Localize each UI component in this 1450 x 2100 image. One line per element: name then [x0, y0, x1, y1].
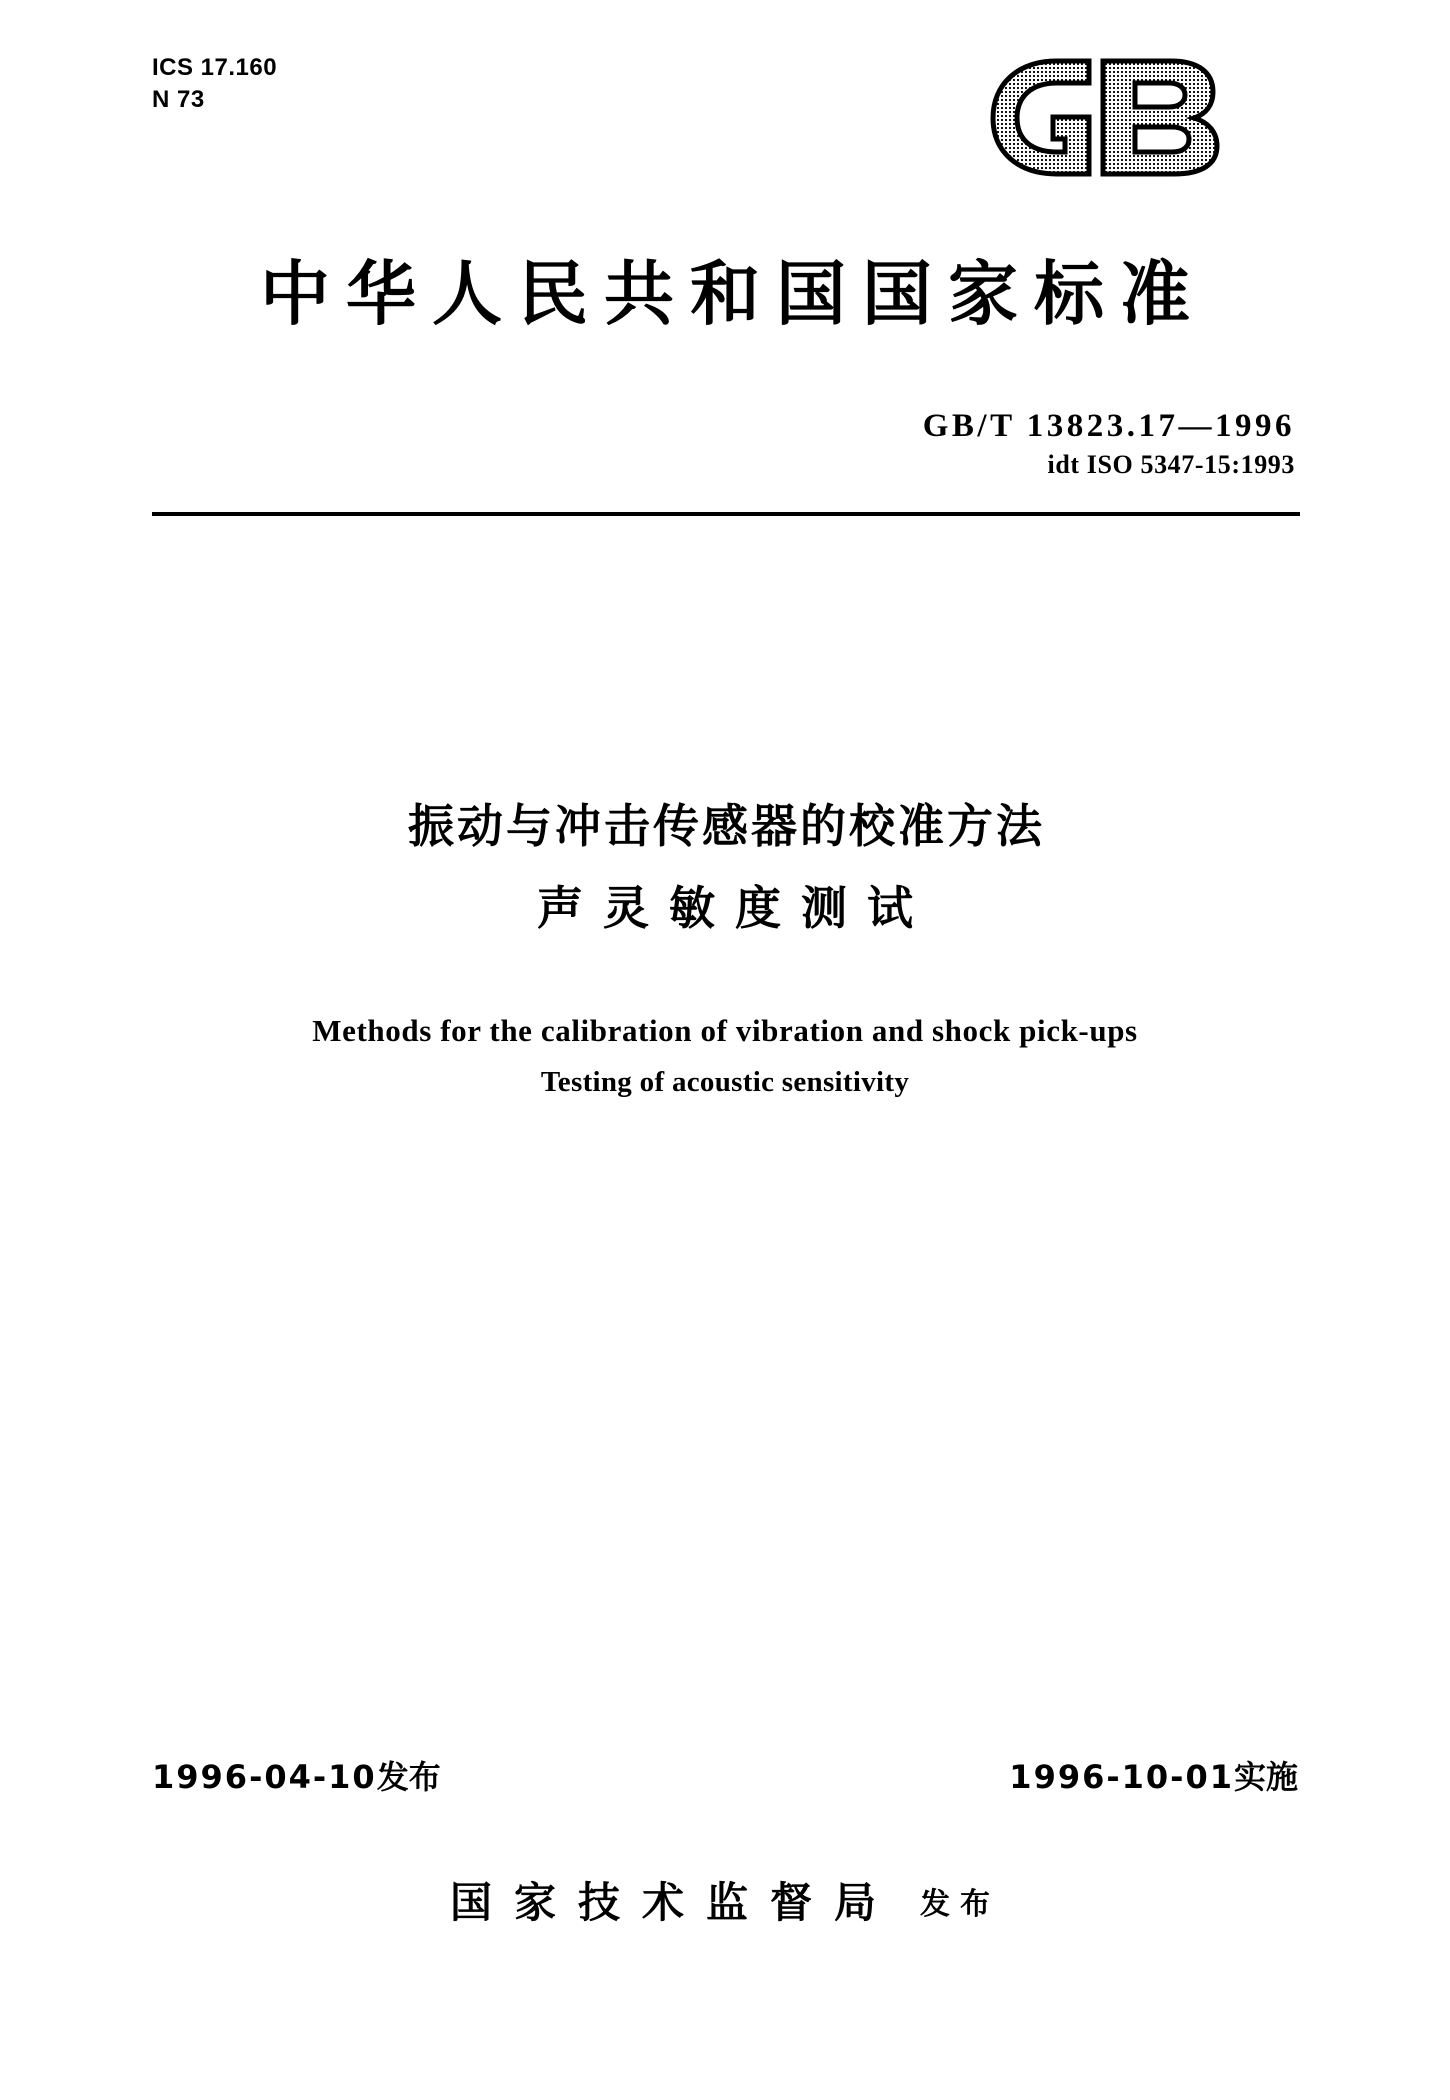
- title-chinese-line2: 声灵敏度测试: [537, 881, 933, 935]
- title-chinese-line1: 振动与冲击传感器的校准方法: [408, 799, 1045, 853]
- issue-date-value: 1996-04-10: [152, 1758, 377, 1796]
- standard-number: GB/T 13823.17—1996: [922, 408, 1295, 444]
- issue-date-label: 发布: [376, 1758, 441, 1796]
- ics-classification-block: [152, 52, 277, 115]
- gb-logo-icon: [985, 55, 1255, 180]
- implementation-date: [1009, 1752, 1298, 1798]
- publisher-line: [0, 1870, 1450, 1930]
- issue-date: [152, 1752, 441, 1798]
- idt-reference: idt ISO 5347-15:1993: [1047, 450, 1295, 479]
- publisher-verb: 发布: [920, 1887, 1000, 1922]
- title-english-line1: Methods for the calibration of vibration and shock pick-ups: [312, 1013, 1138, 1048]
- ccs-code: N 73: [152, 85, 205, 113]
- implementation-date-value: 1996-10-01: [1009, 1758, 1234, 1796]
- publisher-organization: 国家技术监督局: [449, 1878, 898, 1927]
- header-divider: [152, 512, 1300, 516]
- ics-code: ICS 17.160: [152, 54, 278, 81]
- title-english-line2: Testing of acoustic sensitivity: [540, 1066, 910, 1098]
- national-standard-title: 中华人民共和国国家标准: [260, 253, 1206, 335]
- implementation-date-label: 实施: [1233, 1758, 1298, 1796]
